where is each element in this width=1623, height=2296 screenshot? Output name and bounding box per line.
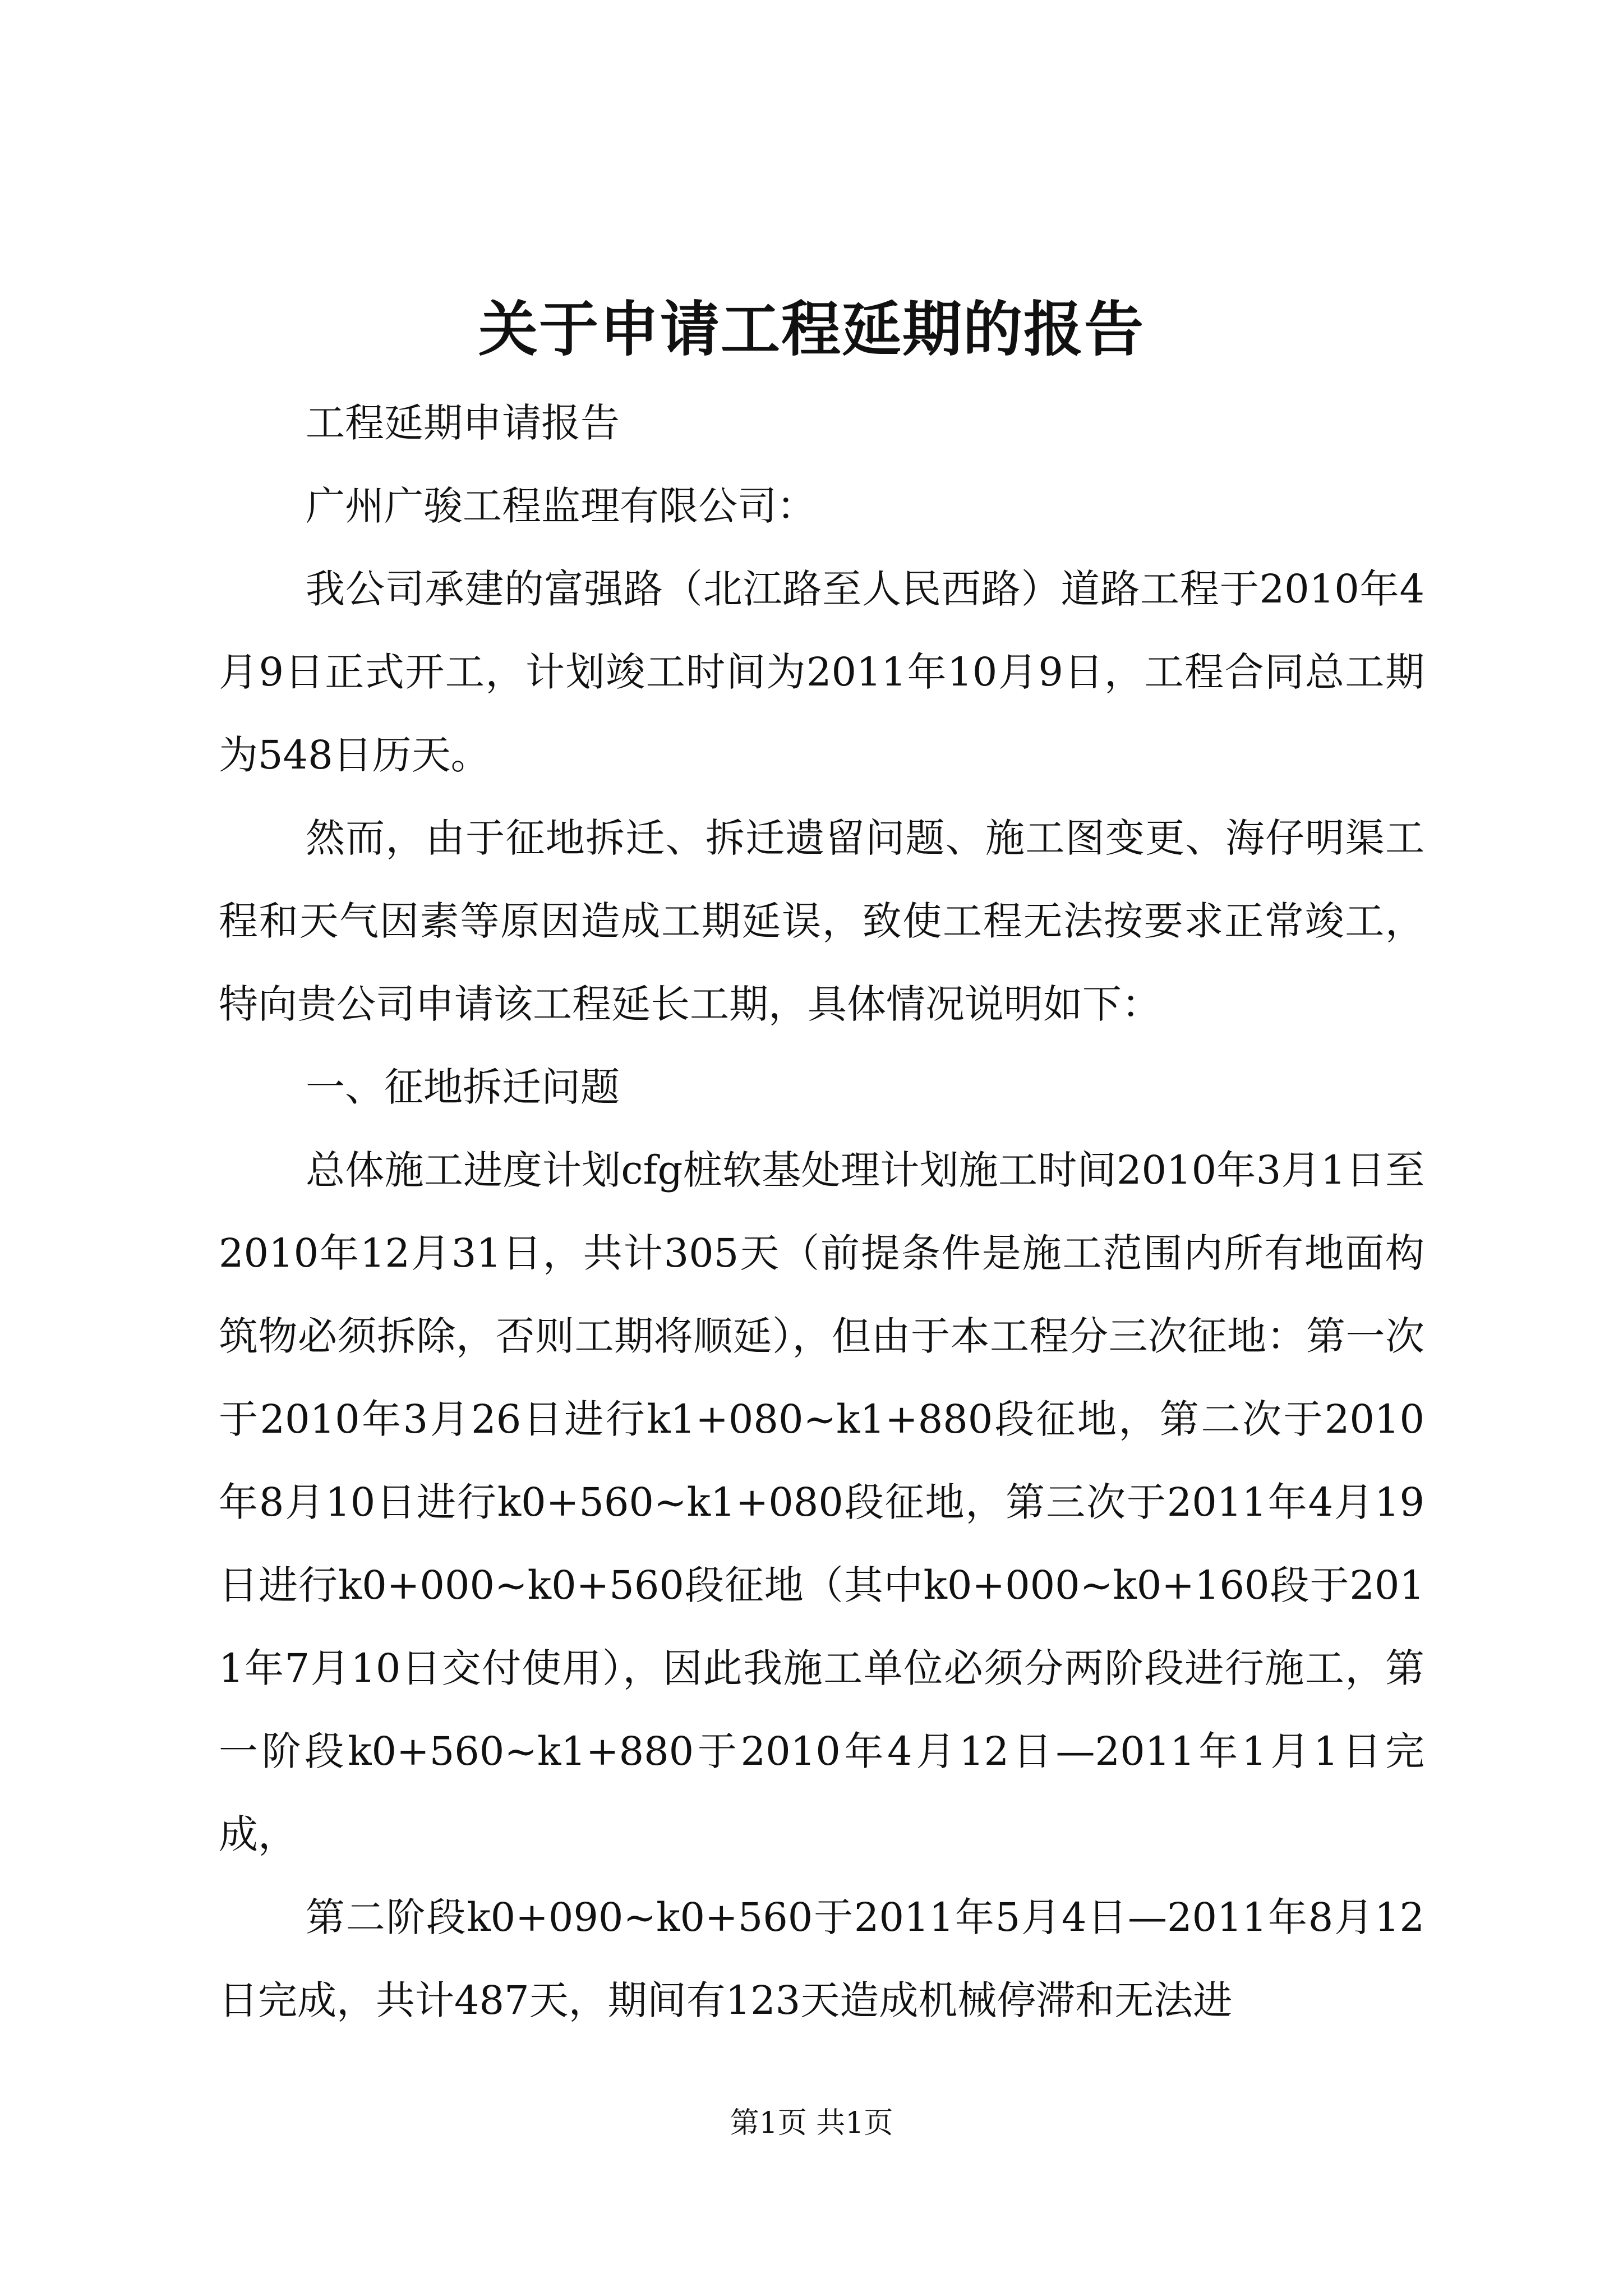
paragraph-delay-reason: 然而，由于征地拆迁、拆迁遗留问题、施工图变更、海仔明渠工程和天气因素等原因造成工期延误，致使工程无法按要求正常竣工，特向贵公司申请该工程延长工期，具体情况说明如下： [219, 815, 1424, 1027]
paragraph-addressee: 广州广骏工程监理有限公司： [306, 483, 816, 529]
paragraph-project-info: 我公司承建的富强路（北江路至人民西路）道路工程于2010年4月9日正式开工，计划竣工时间为2011年10月9日，工程合同总工期为548日历天。 [219, 566, 1424, 778]
page-footer [0, 2104, 1623, 2143]
section-heading-land: 一、征地拆迁问题 [306, 1064, 620, 1110]
paragraph-subtitle: 工程延期申请报告 [306, 400, 620, 446]
paragraph-phase-two: 第二阶段k0+090~k0+560于2011年5月4日—2011年8月12日完成，共计487天，期间有123天造成机械停滞和无法进 [219, 1894, 1424, 2023]
paragraph-land-detail: 总体施工进度计划cfg桩软基处理计划施工时间2010年3月1日至2010年12月31日，共计305天（前提条件是施工范围内所有地面构筑物必须拆除，否则工期将顺延），但由于本工程分三次征地：第一次于2010年3月26日进行k1+080~k1+880段征地，第二次于2010年8月10日进行k0+560~k1+080段征地，第三次于2011年4月19日进行k0+000~k0+560段征地（其中k0+000~k0+160段于2011年7月10日交付使用），因此我施工单位必须分两阶段进行施工，第一阶段k0+560~k1+880于2010年4月12日—2011年1月1日完成， [219, 1147, 1424, 1857]
page-number-label: 第1页 共1页 [730, 2106, 893, 2140]
document-title: 关于申请工程延期的报告 [478, 294, 1145, 364]
document-body [219, 381, 1424, 2042]
